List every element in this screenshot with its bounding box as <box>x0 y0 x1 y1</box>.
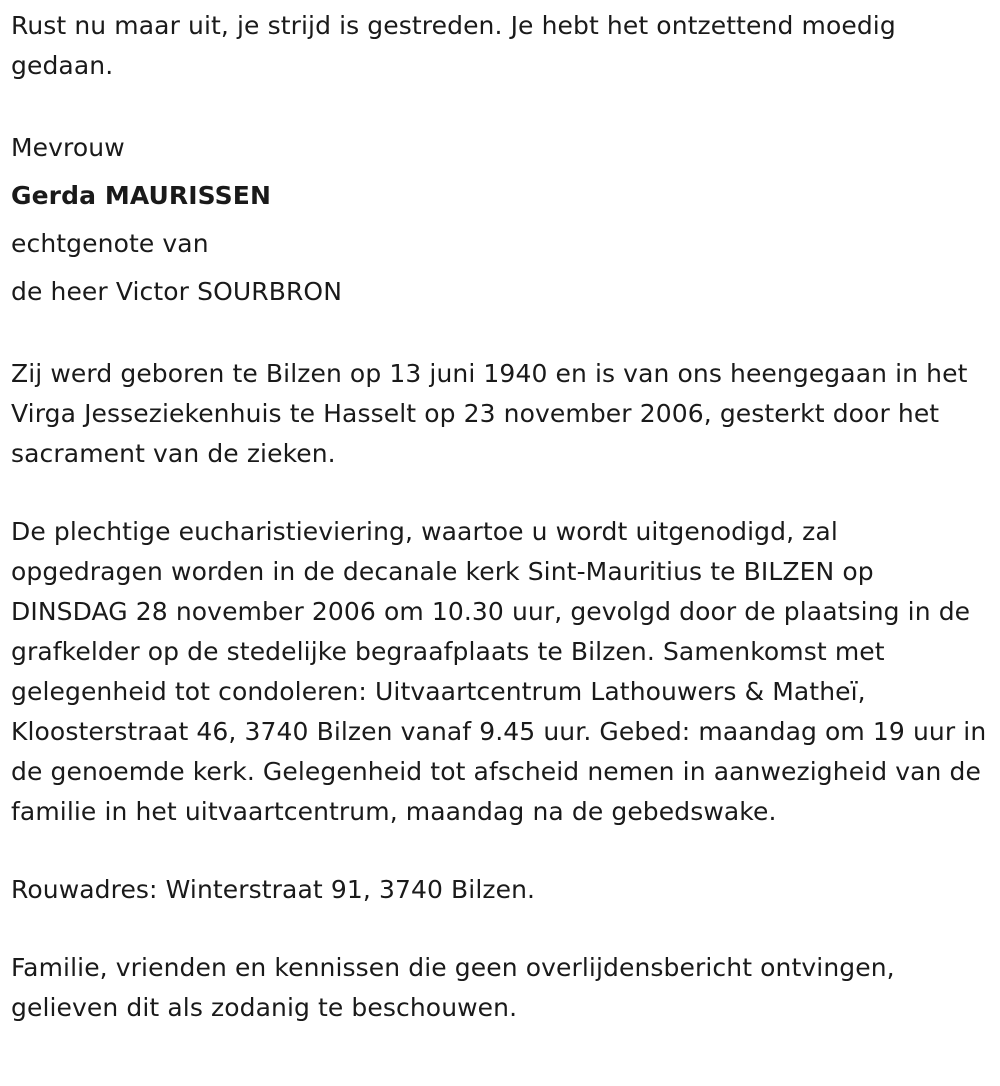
mourning-address: Rouwadres: Winterstraat 91, 3740 Bilzen. <box>11 875 536 904</box>
deceased-name: Gerda MAURISSEN <box>11 181 271 210</box>
obituary-notice <box>11 0 991 1028</box>
opening-quote: Rust nu maar uit, je strijd is gestreden. Je hebt het ontzettend moedig gedaan. <box>11 11 896 80</box>
birth-death-paragraph: Zij werd geboren te Bilzen op 13 juni 1940 en is van ons heengegaan in het Virga Jesseziekenhuis te Hasselt op 23 november 2006, gesterkt door het sacrament van de zieken. <box>11 359 968 468</box>
spacer <box>11 316 991 354</box>
spouse-name: de heer Victor SOURBRON <box>11 277 343 306</box>
spacer <box>11 832 991 870</box>
spacer <box>11 474 991 512</box>
spacer <box>11 910 991 948</box>
ceremony-paragraph: De plechtige eucharistieviering, waartoe u wordt uitgenodigd, zal opgedragen worden in de decanale kerk Sint-Mauritius te BILZEN op DINSDAG 28 november 2006 om 10.30 uur, gevolgd door de plaatsing in de grafkelder op de stedelijke begraafplaats te Bilzen. Samenkomst met gelegenheid tot condoleren: Uitvaartcentrum Lathouwers & Matheï, Kloosterstraat 46, 3740 Bilzen vanaf 9.45 uur. Gebed: maandag om 19 uur in de genoemde kerk. Gelegenheid tot afscheid nemen in aanwezigheid van de familie in het uitvaartcentrum, maandag na de gebedswake. <box>11 517 987 826</box>
relation-label: echtgenote van <box>11 229 209 258</box>
spacer <box>11 86 991 124</box>
closing-paragraph: Familie, vrienden en kennissen die geen overlijdensbericht ontvingen, gelieven dit als zodanig te beschouwen. <box>11 953 895 1022</box>
honorific: Mevrouw <box>11 133 125 162</box>
